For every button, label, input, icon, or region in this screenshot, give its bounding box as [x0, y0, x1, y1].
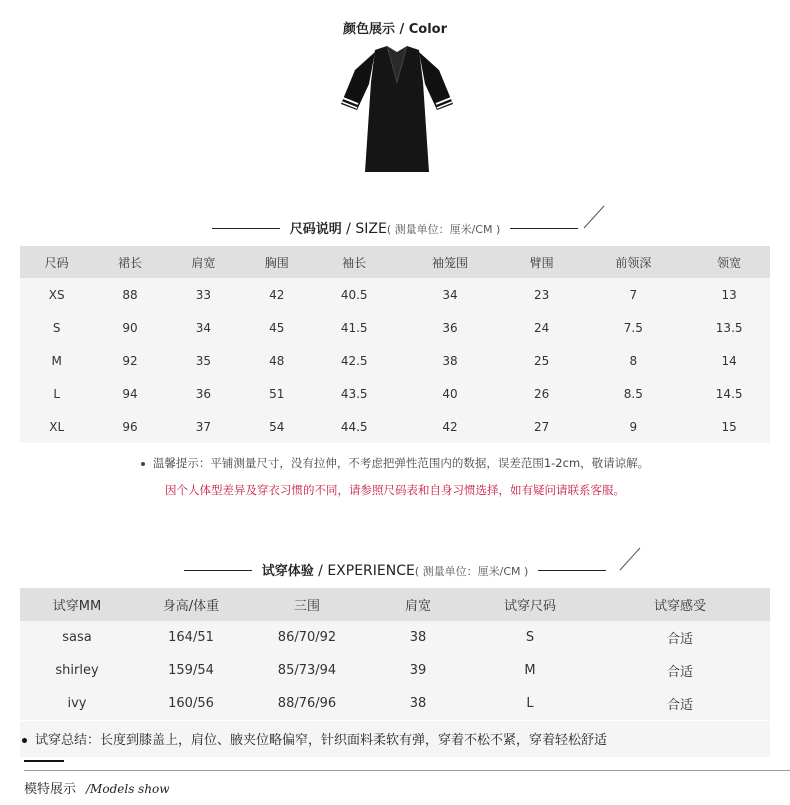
header-cell: 前领深	[578, 246, 688, 278]
table-row	[20, 654, 770, 687]
decor-slash-icon	[618, 546, 644, 572]
table-cell: 36	[395, 311, 505, 344]
models-heading-rule	[24, 770, 790, 771]
table-cell: sasa	[20, 621, 134, 654]
table-cell: 合适	[590, 621, 770, 654]
table-cell: 15	[688, 410, 770, 443]
table-cell: 42	[395, 410, 505, 443]
table-row	[20, 687, 770, 720]
table-cell: 36	[167, 377, 240, 410]
header-cell: 裙长	[93, 246, 166, 278]
models-title-en: /Models show	[86, 782, 170, 796]
table-cell: 85/73/94	[248, 654, 366, 687]
table-cell: 96	[93, 410, 166, 443]
table-cell: 23	[505, 278, 578, 311]
table-cell: 88	[93, 278, 166, 311]
header-cell: 试穿感受	[590, 588, 770, 621]
header-cell: 胸围	[240, 246, 313, 278]
models-heading-accent	[24, 760, 64, 762]
table-cell: 26	[505, 377, 578, 410]
experience-table-header	[20, 588, 770, 621]
table-row	[20, 410, 770, 443]
header-cell: 领宽	[688, 246, 770, 278]
table-row	[20, 278, 770, 311]
table-cell: 42	[240, 278, 313, 311]
table-cell: 40.5	[313, 278, 395, 311]
table-cell: 25	[505, 344, 578, 377]
table-cell: 39	[366, 654, 470, 687]
header-cell: 肩宽	[366, 588, 470, 621]
experience-unit-note: ( 测量单位：厘米/CM )	[414, 565, 529, 578]
table-cell: M	[20, 344, 93, 377]
header-cell: 袖笼围	[395, 246, 505, 278]
table-cell: XL	[20, 410, 93, 443]
header-cell: 身高/体重	[134, 588, 248, 621]
experience-title-cn: 试穿体验	[261, 564, 314, 579]
table-cell: 42.5	[313, 344, 395, 377]
table-cell: shirley	[20, 654, 134, 687]
table-cell: 45	[240, 311, 313, 344]
table-cell: 9	[578, 410, 688, 443]
size-table	[20, 246, 770, 443]
heading-rule-right	[538, 570, 606, 571]
table-cell: 94	[93, 377, 166, 410]
size-title-en: / SIZE	[341, 221, 387, 237]
table-cell: 43.5	[313, 377, 395, 410]
product-dress-image	[337, 42, 457, 180]
header-cell: 臂围	[505, 246, 578, 278]
table-cell: 90	[93, 311, 166, 344]
table-cell: 38	[366, 687, 470, 720]
fit-summary-text: 试穿总结：长度到膝盖上，肩位、腋夹位略偏窄，针织面料柔软有弹，穿着不松不紧，穿着轻松舒适	[35, 733, 608, 748]
table-cell: 92	[93, 344, 166, 377]
experience-title-en: / EXPERIENCE	[313, 563, 415, 579]
models-heading	[24, 778, 170, 797]
size-title-cn: 尺码说明	[289, 222, 342, 237]
table-cell: 37	[167, 410, 240, 443]
table-cell: 86/70/92	[248, 621, 366, 654]
table-cell: 88/76/96	[248, 687, 366, 720]
table-cell: 8	[578, 344, 688, 377]
color-section-title: 颜色展示 / Color	[342, 22, 448, 37]
heading-rule-left	[212, 228, 280, 229]
table-cell: 24	[505, 311, 578, 344]
table-row	[20, 621, 770, 654]
table-cell: 34	[395, 278, 505, 311]
table-cell: 44.5	[313, 410, 395, 443]
experience-table	[20, 588, 770, 720]
table-cell: XS	[20, 278, 93, 311]
table-cell: M	[470, 654, 590, 687]
bullet-icon	[22, 738, 27, 743]
table-cell: 41.5	[313, 311, 395, 344]
header-cell: 尺码	[20, 246, 93, 278]
table-cell: S	[470, 621, 590, 654]
table-cell: 合适	[590, 654, 770, 687]
table-cell: 48	[240, 344, 313, 377]
decor-slash-icon	[582, 204, 608, 230]
header-cell: 试穿MM	[20, 588, 134, 621]
experience-section-heading	[0, 560, 790, 579]
heading-rule-left	[184, 570, 252, 571]
table-cell: 33	[167, 278, 240, 311]
fit-summary	[20, 721, 770, 757]
table-row	[20, 311, 770, 344]
table-cell: S	[20, 311, 93, 344]
table-cell: 164/51	[134, 621, 248, 654]
table-cell: 14	[688, 344, 770, 377]
size-tip	[0, 455, 790, 471]
table-cell: L	[470, 687, 590, 720]
table-cell: 35	[167, 344, 240, 377]
size-tip-text: 温馨提示：平铺测量尺寸，没有拉伸，不考虑把弹性范围内的数据，误差范围1-2cm，敬请谅解。	[152, 456, 650, 470]
table-cell: 27	[505, 410, 578, 443]
table-cell: 38	[395, 344, 505, 377]
header-cell: 试穿尺码	[470, 588, 590, 621]
table-cell: 8.5	[578, 377, 688, 410]
table-cell: 160/56	[134, 687, 248, 720]
table-cell: 38	[366, 621, 470, 654]
bullet-icon	[141, 462, 145, 466]
size-table-header	[20, 246, 770, 278]
header-cell: 肩宽	[167, 246, 240, 278]
table-cell: 54	[240, 410, 313, 443]
table-cell: 13	[688, 278, 770, 311]
table-cell: 40	[395, 377, 505, 410]
models-title-cn: 模特展示	[24, 782, 77, 797]
table-cell: 34	[167, 311, 240, 344]
table-row	[20, 377, 770, 410]
table-row	[20, 344, 770, 377]
header-cell: 三围	[248, 588, 366, 621]
table-cell: ivy	[20, 687, 134, 720]
size-unit-note: ( 测量单位：厘米/CM )	[386, 223, 501, 236]
table-cell: 13.5	[688, 311, 770, 344]
table-cell: 7	[578, 278, 688, 311]
table-cell: 合适	[590, 687, 770, 720]
table-cell: 14.5	[688, 377, 770, 410]
size-section-heading	[0, 218, 790, 237]
heading-rule-right	[510, 228, 578, 229]
header-cell: 袖长	[313, 246, 395, 278]
size-notice: 因个人体型差异及穿衣习惯的不同，请参照尺码表和自身习惯选择，如有疑问请联系客服。	[165, 483, 625, 497]
table-cell: L	[20, 377, 93, 410]
table-cell: 7.5	[578, 311, 688, 344]
table-cell: 159/54	[134, 654, 248, 687]
table-cell: 51	[240, 377, 313, 410]
